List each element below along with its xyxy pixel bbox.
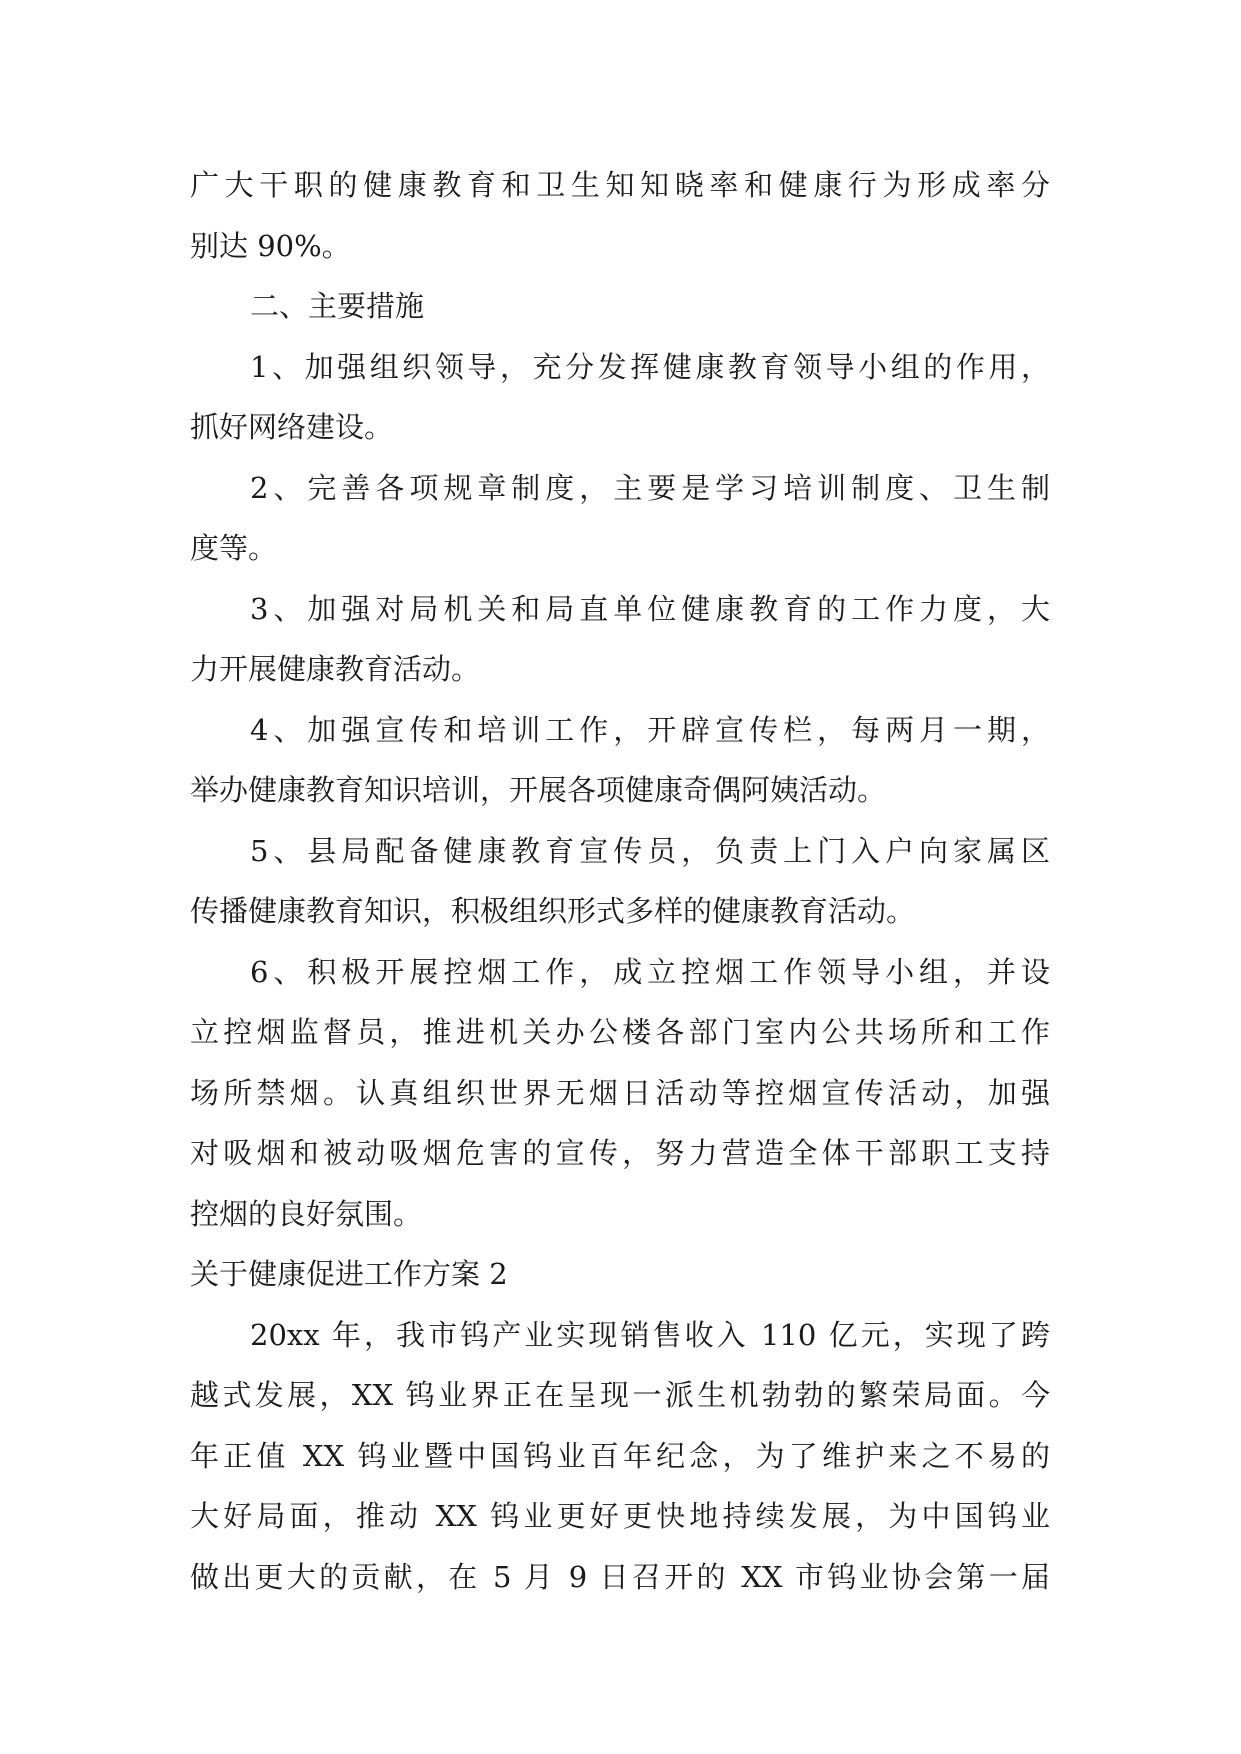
text-line-content: 20xx 年，我市钨产业实现销售收入 110 亿元，实现了跨	[250, 1317, 1050, 1352]
text-line-content: 对吸烟和被动吸烟危害的宣传，努力营造全体干部职工支持	[190, 1136, 1050, 1170]
text-line-content: 年正值 XX 钨业暨中国钨业百年纪念，为了维护来之不易的	[190, 1438, 1050, 1473]
text-line-content: 广大干职的健康教育和卫生知知晓率和健康行为形成率分	[190, 168, 1050, 202]
text-line-content: 4、加强宣传和培训工作，开辟宣传栏，每两月一期，	[250, 712, 1050, 747]
text-line-content: 立控烟监督员，推进机关办公楼各部门室内公共场所和工作	[190, 1015, 1050, 1049]
text-line	[190, 1486, 1050, 1547]
text-line-content: 别达 90%。	[190, 228, 351, 263]
text-line	[190, 639, 1050, 700]
text-line-content: 传播健康教育知识，积极组织形式多样的健康教育活动。	[190, 894, 916, 928]
text-line-content: 场所禁烟。认真组织世界无烟日活动等控烟宣传活动，加强	[190, 1075, 1050, 1110]
text-line-content: 越式发展，XX 钨业界正在呈现一派生机勃勃的繁荣局面。今	[190, 1378, 1050, 1412]
text-line	[190, 881, 1050, 942]
text-line-content: 5、县局配备健康教育宣传员，负责上门入户向家属区	[250, 833, 1050, 868]
text-line	[190, 1123, 1050, 1184]
document-body	[190, 155, 1050, 1607]
text-line	[190, 760, 1050, 821]
text-line-content: 举办健康教育知识培训，开展各项健康奇偶阿姨活动。	[190, 773, 887, 807]
text-line-content: 6、积极开展控烟工作，成立控烟工作领导小组，并设	[250, 954, 1050, 989]
text-line	[190, 942, 1050, 1003]
text-line	[190, 1365, 1050, 1426]
text-line-content: 力开展健康教育活动。	[190, 652, 481, 686]
text-line-content: 控烟的良好氛围。	[190, 1196, 423, 1231]
text-line	[190, 155, 1050, 216]
text-line	[190, 1002, 1050, 1063]
text-line	[190, 1547, 1050, 1608]
text-line	[190, 518, 1050, 579]
text-line	[190, 700, 1050, 761]
text-line-content: 大好局面，推动 XX 钨业更好更快地持续发展，为中国钨业	[190, 1499, 1050, 1533]
text-line-content: 度等。	[190, 531, 278, 565]
text-line	[190, 337, 1050, 398]
text-line	[190, 821, 1050, 882]
text-line	[190, 1305, 1050, 1366]
text-line	[190, 458, 1050, 519]
text-line	[190, 216, 1050, 277]
text-line	[190, 579, 1050, 640]
text-line-content: 3、加强对局机关和局直单位健康教育的工作力度，大	[250, 591, 1050, 626]
text-line-content: 1、加强组织领导，充分发挥健康教育领导小组的作用，	[250, 349, 1050, 384]
text-line-content: 二、主要措施	[250, 289, 425, 323]
text-line-content: 做出更大的贡献，在 5 月 9 日召开的 XX 市钨业协会第一届	[190, 1559, 1050, 1594]
text-line	[190, 1063, 1050, 1124]
text-line	[190, 1426, 1050, 1487]
text-line	[190, 276, 1050, 337]
text-line	[190, 1184, 1050, 1245]
text-line	[190, 397, 1050, 458]
text-line-content: 关于健康促进工作方案 2	[190, 1257, 508, 1291]
text-line-content: 抓好网络建设。	[190, 410, 394, 444]
section-title	[190, 1244, 1050, 1305]
text-line-content: 2、完善各项规章制度，主要是学习培训制度、卫生制	[250, 470, 1050, 505]
